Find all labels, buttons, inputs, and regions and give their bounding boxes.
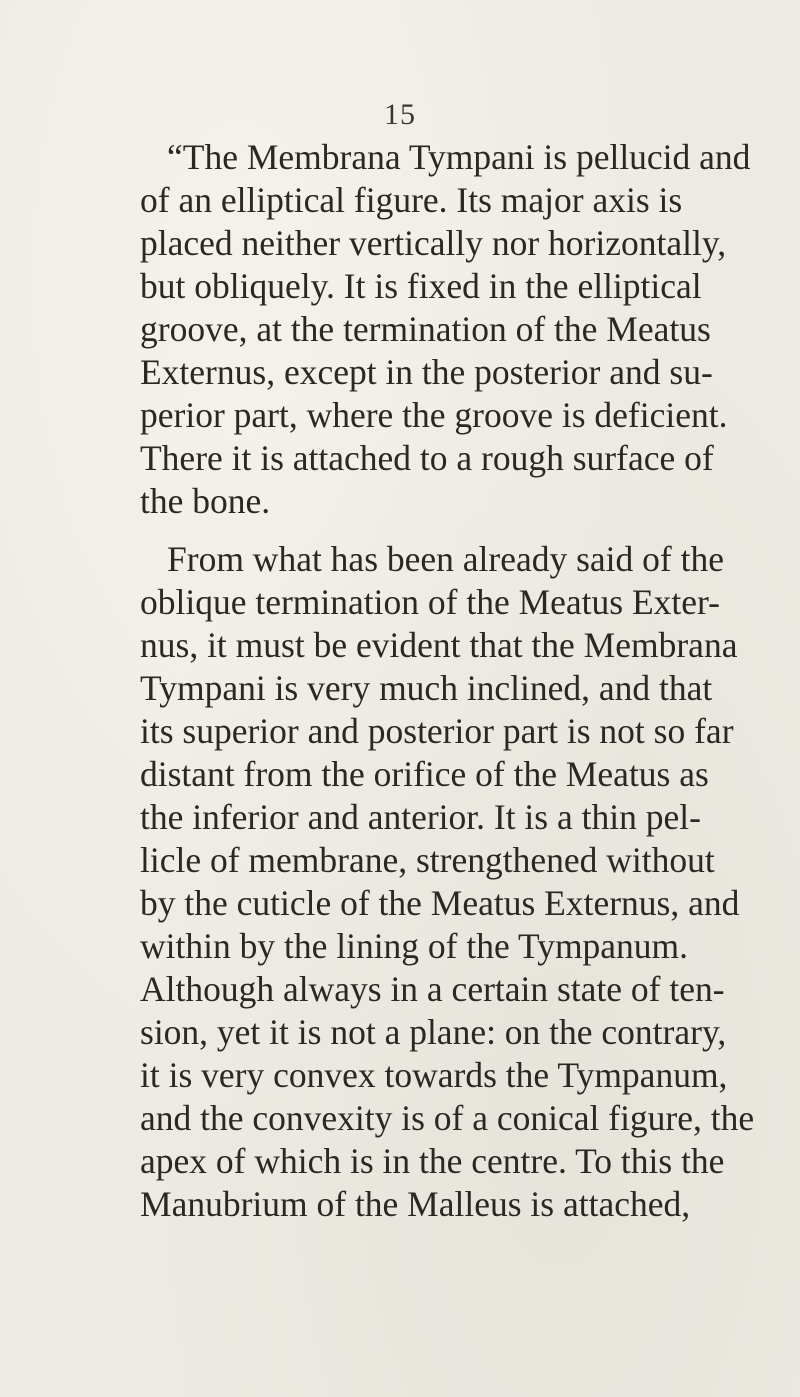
text-line: sion, yet it is not a plane: on the contrary,: [140, 1012, 727, 1052]
text-line: nus, it must be evident that the Membrana: [140, 625, 738, 665]
text-line: apex of which is in the centre. To this the: [140, 1141, 725, 1181]
text-line: distant from the orifice of the Meatus as: [140, 754, 709, 794]
paragraph-membrana-description: [140, 136, 751, 523]
text-line: placed neither vertically nor horizontally,: [140, 223, 727, 263]
text-line: Although always in a certain state of ten-: [140, 969, 725, 1009]
text-line: licle of membrane, strengthened without: [140, 840, 715, 880]
paragraph-membrana-inclination: [140, 538, 755, 1226]
text-line: Externus, except in the posterior and su-: [140, 352, 713, 392]
text-line: within by the lining of the Tympanum.: [140, 926, 689, 966]
text-line: of an elliptical figure. Its major axis is: [140, 180, 683, 220]
text-line: perior part, where the groove is deficient.: [140, 395, 728, 435]
text-line: its superior and posterior part is not so far: [140, 711, 734, 751]
text-line: From what has been already said of the: [167, 539, 724, 579]
text-line: by the cuticle of the Meatus Externus, and: [140, 883, 740, 923]
text-line: but obliquely. It is fixed in the elliptical: [140, 266, 702, 306]
text-line: it is very convex towards the Tympanum,: [140, 1055, 728, 1095]
text-line: the bone.: [140, 481, 271, 521]
text-line: Manubrium of the Malleus is attached,: [140, 1184, 691, 1224]
text-line: Tympani is very much inclined, and that: [140, 668, 713, 708]
text-line: There it is attached to a rough surface of: [140, 438, 714, 478]
text-line: and the convexity is of a conical figure, the: [140, 1098, 755, 1138]
text-line: groove, at the termination of the Meatus: [140, 309, 711, 349]
page-number: 15: [384, 98, 416, 131]
text-line: “The Membrana Tympani is pellucid and: [167, 137, 751, 177]
text-line: oblique termination of the Meatus Exter-: [140, 582, 720, 622]
text-line: the inferior and anterior. It is a thin pel-: [140, 797, 701, 837]
